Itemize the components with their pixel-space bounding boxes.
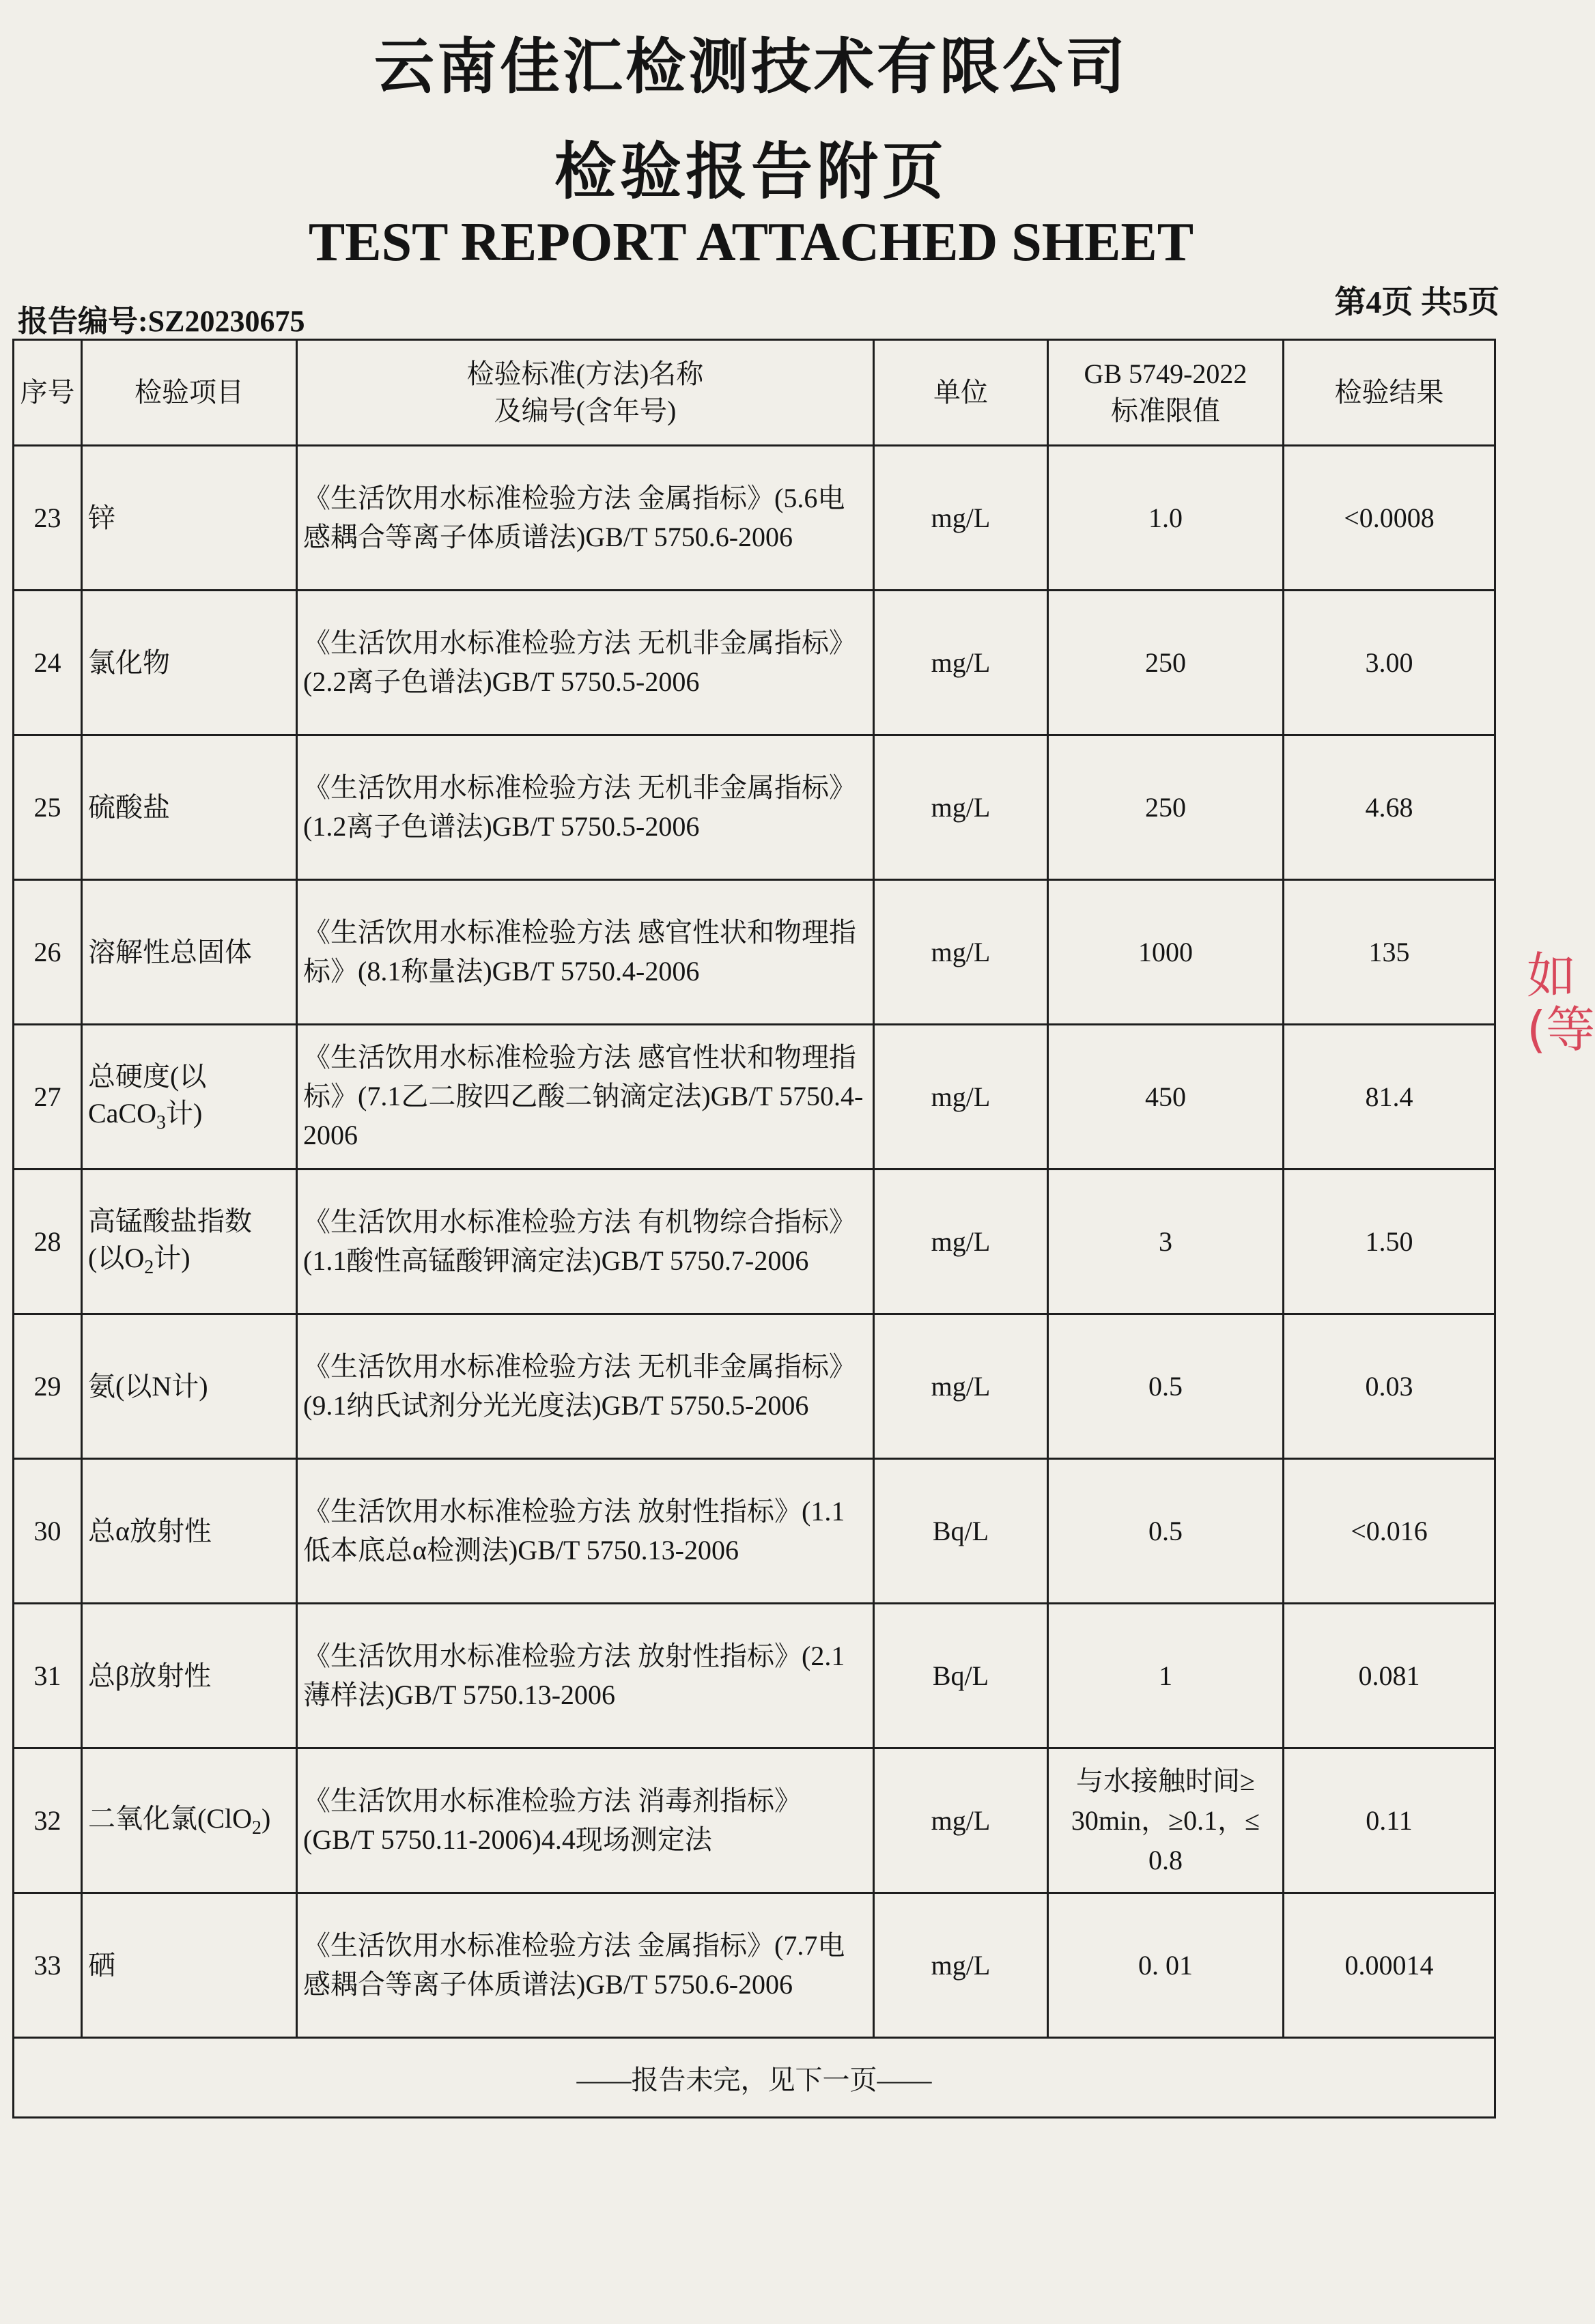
col-header-standard-line1: 检验标准(方法)名称 — [466, 358, 704, 389]
red-stamp-fragment: 如(等 — [1527, 947, 1595, 1059]
col-header-unit: 单位 — [874, 340, 1048, 446]
table-row — [14, 1748, 1495, 1893]
row-unit: mg/L — [874, 735, 1048, 880]
report-continuation-note: ——报告未完，见下一页—— — [14, 2038, 1495, 2118]
row-item-part: 计) — [154, 1242, 190, 1273]
row-standard: 《生活饮用水标准检验方法 感官性状和物理指标》(7.1乙二胺四乙酸二钠滴定法)GB/T 5750.4-2006 — [297, 1025, 874, 1170]
row-limit: 250 — [1048, 591, 1284, 735]
row-unit: Bq/L — [874, 1459, 1048, 1604]
row-result: 135 — [1284, 880, 1495, 1025]
row-limit: 0.5 — [1048, 1459, 1284, 1604]
row-item-part: ) — [262, 1802, 271, 1834]
row-unit: mg/L — [874, 1893, 1048, 2038]
row-limit: 1000 — [1048, 880, 1284, 1025]
table-row — [14, 1025, 1495, 1170]
col-header-no: 序号 — [14, 340, 82, 446]
row-item: 锌 — [82, 446, 297, 591]
row-limit: 1.0 — [1048, 446, 1284, 591]
row-no: 33 — [14, 1893, 82, 2038]
table-row — [14, 446, 1495, 591]
col-header-limit-line2: 标准限值 — [1111, 395, 1220, 426]
row-item — [82, 1170, 297, 1314]
report-subtitle-en: TEST REPORT ATTACHED SHEET — [308, 212, 1194, 272]
row-limit: 0. 01 — [1048, 1893, 1284, 2038]
report-number: 报告编号:SZ20230675 — [18, 304, 305, 338]
col-header-item: 检验项目 — [82, 340, 297, 446]
row-limit-line: 与水接触时间≥ — [1076, 1765, 1255, 1796]
row-no: 25 — [14, 735, 82, 880]
row-item: 氯化物 — [82, 591, 297, 735]
row-unit: mg/L — [874, 1025, 1048, 1170]
row-standard: 《生活饮用水标准检验方法 金属指标》(5.6电感耦合等离子体质谱法)GB/T 5750.6-2006 — [297, 446, 874, 591]
row-standard: 《生活饮用水标准检验方法 无机非金属指标》(1.2离子色谱法)GB/T 5750.5-2006 — [297, 735, 874, 880]
table-row — [14, 1314, 1495, 1459]
row-no: 30 — [14, 1459, 82, 1604]
company-name: 云南佳汇检测技术有限公司 — [373, 31, 1128, 102]
row-unit: mg/L — [874, 1170, 1048, 1314]
report-subtitle: 检验报告附页 — [554, 136, 948, 208]
row-result: 3.00 — [1284, 591, 1495, 735]
row-no: 26 — [14, 880, 82, 1025]
row-item: 溶解性总固体 — [82, 880, 297, 1025]
table-row — [14, 1170, 1495, 1314]
row-standard: 《生活饮用水标准检验方法 放射性指标》(1.1低本底总α检测法)GB/T 5750.13-2006 — [297, 1459, 874, 1604]
table-footer-row — [14, 2038, 1495, 2118]
row-result: <0.0008 — [1284, 446, 1495, 591]
row-limit-line: 30min，≥0.1，≤ — [1071, 1804, 1260, 1836]
table-row — [14, 735, 1495, 880]
row-standard: 《生活饮用水标准检验方法 金属指标》(7.7电感耦合等离子体质谱法)GB/T 5750.6-2006 — [297, 1893, 874, 2038]
row-result: 0.00014 — [1284, 1893, 1495, 2038]
row-item: 总β放射性 — [82, 1604, 297, 1748]
row-limit — [1048, 1748, 1284, 1893]
row-limit: 1 — [1048, 1604, 1284, 1748]
row-limit: 250 — [1048, 735, 1284, 880]
row-item-part: 二氧化氯(ClO — [88, 1802, 252, 1834]
col-header-standard-line2: 及编号(含年号) — [494, 395, 677, 426]
row-standard: 《生活饮用水标准检验方法 有机物综合指标》(1.1酸性高锰酸钾滴定法)GB/T 5750.7-2006 — [297, 1170, 874, 1314]
table-header-row — [14, 340, 1495, 446]
col-header-limit — [1048, 340, 1284, 446]
row-unit: mg/L — [874, 591, 1048, 735]
col-header-result: 检验结果 — [1284, 340, 1495, 446]
page-number: 第4页 共5页 — [1334, 285, 1499, 320]
row-item-subscript: 2 — [252, 1817, 262, 1839]
row-item — [82, 1025, 297, 1170]
row-no: 27 — [14, 1025, 82, 1170]
row-item: 硫酸盐 — [82, 735, 297, 880]
row-result: 0.03 — [1284, 1314, 1495, 1459]
row-item-subscript: 2 — [144, 1256, 154, 1278]
row-unit: mg/L — [874, 1748, 1048, 1893]
row-item-subscript: 3 — [156, 1111, 166, 1133]
table-row — [14, 1893, 1495, 2038]
row-result: 0.11 — [1284, 1748, 1495, 1893]
row-item: 氨(以N计) — [82, 1314, 297, 1459]
row-no: 32 — [14, 1748, 82, 1893]
row-result: <0.016 — [1284, 1459, 1495, 1604]
row-unit: mg/L — [874, 880, 1048, 1025]
row-no: 23 — [14, 446, 82, 591]
row-item-part: 高锰酸盐指数 — [88, 1205, 252, 1236]
col-header-standard — [297, 340, 874, 446]
table-row — [14, 1604, 1495, 1748]
row-limit: 450 — [1048, 1025, 1284, 1170]
row-item: 硒 — [82, 1893, 297, 2038]
row-no: 28 — [14, 1170, 82, 1314]
row-item: 总α放射性 — [82, 1459, 297, 1604]
row-unit: mg/L — [874, 446, 1048, 591]
row-limit: 3 — [1048, 1170, 1284, 1314]
row-result: 81.4 — [1284, 1025, 1495, 1170]
row-item-part: 总硬度(以 — [88, 1060, 207, 1092]
row-standard: 《生活饮用水标准检验方法 无机非金属指标》(9.1纳氏试剂分光光度法)GB/T 5750.5-2006 — [297, 1314, 874, 1459]
row-item — [82, 1748, 297, 1893]
row-item-part: (以O — [88, 1242, 145, 1273]
row-item-part: CaCO — [88, 1097, 156, 1129]
row-standard: 《生活饮用水标准检验方法 消毒剂指标》(GB/T 5750.11-2006)4.4现场测定法 — [297, 1748, 874, 1893]
results-table — [12, 339, 1496, 2118]
row-standard: 《生活饮用水标准检验方法 放射性指标》(2.1薄样法)GB/T 5750.13-2006 — [297, 1604, 874, 1748]
row-result: 4.68 — [1284, 735, 1495, 880]
row-no: 29 — [14, 1314, 82, 1459]
row-limit-line: 0.8 — [1148, 1844, 1183, 1875]
row-no: 31 — [14, 1604, 82, 1748]
row-result: 1.50 — [1284, 1170, 1495, 1314]
col-header-limit-line1: GB 5749-2022 — [1084, 358, 1247, 389]
row-result: 0.081 — [1284, 1604, 1495, 1748]
row-standard: 《生活饮用水标准检验方法 感官性状和物理指标》(8.1称量法)GB/T 5750.4-2006 — [297, 880, 874, 1025]
table-row — [14, 1459, 1495, 1604]
table-row — [14, 880, 1495, 1025]
row-item-part: 计) — [166, 1097, 203, 1129]
table-row — [14, 591, 1495, 735]
row-unit: Bq/L — [874, 1604, 1048, 1748]
row-standard: 《生活饮用水标准检验方法 无机非金属指标》(2.2离子色谱法)GB/T 5750.5-2006 — [297, 591, 874, 735]
row-no: 24 — [14, 591, 82, 735]
row-unit: mg/L — [874, 1314, 1048, 1459]
row-limit: 0.5 — [1048, 1314, 1284, 1459]
